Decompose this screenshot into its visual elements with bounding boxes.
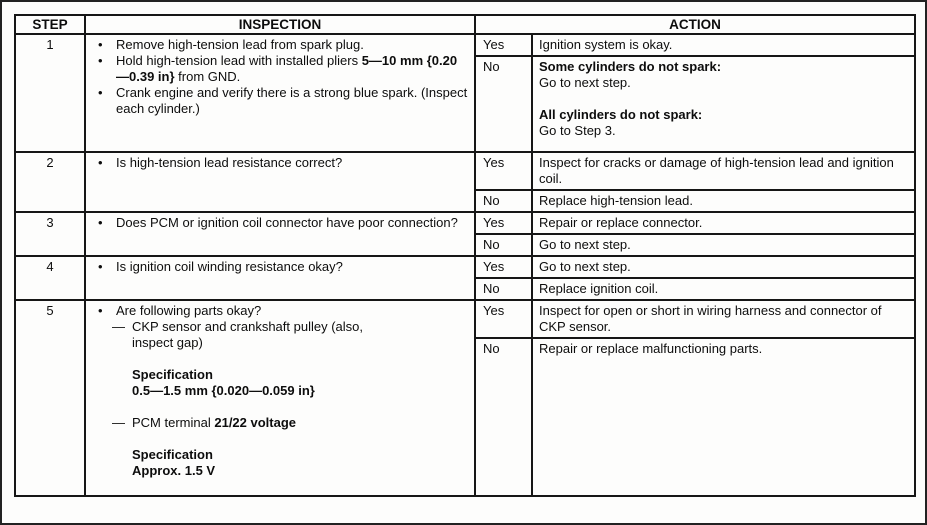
diagnostic-table xyxy=(14,14,916,497)
verdict-cell: Yes xyxy=(475,212,532,234)
inspection-line xyxy=(96,303,468,319)
action-cell xyxy=(532,338,915,496)
bullet-marker: • xyxy=(98,215,103,230)
action-cell xyxy=(532,190,915,212)
verdict-cell: Yes xyxy=(475,34,532,56)
text-segment: Is high-tension lead resistance correct? xyxy=(116,155,343,170)
inspection-line-spacer xyxy=(96,351,468,367)
inspection-line-spacer xyxy=(96,399,468,415)
text-segment: Repair or replace connector. xyxy=(539,215,703,230)
inspection-line xyxy=(96,215,468,231)
inspection-line xyxy=(96,155,468,171)
inspection-line xyxy=(132,463,468,479)
action-line xyxy=(539,215,908,231)
text-segment: Inspect for cracks or damage of high-tension lead and ignition coil. xyxy=(539,155,894,186)
bullet-marker: • xyxy=(98,155,103,170)
bullet-marker: • xyxy=(98,53,103,68)
text-segment: Repair or replace malfunctioning parts. xyxy=(539,341,763,356)
header-action: ACTION xyxy=(475,15,915,34)
text-segment: Hold high-tension lead with installed pliers xyxy=(116,53,362,68)
text-segment: Inspect for open or short in wiring harness and connector of CKP sensor. xyxy=(539,303,882,334)
action-line xyxy=(539,37,908,53)
step-number: 2 xyxy=(15,152,85,212)
inspection-line-spacer xyxy=(96,431,468,447)
verdict-cell: No xyxy=(475,190,532,212)
action-cell xyxy=(532,300,915,338)
table-row xyxy=(15,256,915,278)
table-body xyxy=(15,34,915,496)
text-segment: Does PCM or ignition coil connector have poor connection? xyxy=(116,215,458,230)
text-segment: Go to next step. xyxy=(539,237,631,252)
action-cell xyxy=(532,256,915,278)
text-segment: Ignition system is okay. xyxy=(539,37,673,52)
header-step: STEP xyxy=(15,15,85,34)
action-line xyxy=(539,107,908,123)
header-row xyxy=(15,15,915,34)
verdict-cell: Yes xyxy=(475,300,532,338)
text-segment: Remove high-tension lead from spark plug. xyxy=(116,37,364,52)
text-segment: Specification xyxy=(132,447,213,462)
inspection-cell xyxy=(85,256,475,300)
text-segment: Is ignition coil winding resistance okay? xyxy=(116,259,343,274)
action-line xyxy=(539,155,908,187)
step-number: 5 xyxy=(15,300,85,496)
text-segment: Crank engine and verify there is a strong blue spark. (Inspect each cylinder.) xyxy=(116,85,468,116)
action-cell xyxy=(532,56,915,152)
dash-marker: — xyxy=(112,415,125,430)
inspection-line xyxy=(96,259,468,275)
bullet-marker: • xyxy=(98,37,103,52)
inspection-cell xyxy=(85,34,475,152)
inspection-line xyxy=(96,53,468,85)
inspection-line xyxy=(96,37,468,53)
action-line xyxy=(539,59,908,75)
action-line xyxy=(539,237,908,253)
header-inspection: INSPECTION xyxy=(85,15,475,34)
text-segment: from GND. xyxy=(174,69,241,84)
verdict-cell: No xyxy=(475,234,532,256)
inspection-cell xyxy=(85,152,475,212)
text-segment: Replace high-tension lead. xyxy=(539,193,693,208)
text-segment: Go to next step. xyxy=(539,259,631,274)
action-cell xyxy=(532,152,915,190)
table-row xyxy=(15,212,915,234)
inspection-line xyxy=(96,85,468,117)
text-segment: Are following parts okay? xyxy=(116,303,262,318)
inspection-line xyxy=(132,383,468,399)
dash-marker: — xyxy=(112,319,125,334)
inspection-cell xyxy=(85,212,475,256)
inspection-line xyxy=(132,335,468,351)
bullet-marker: • xyxy=(98,303,103,318)
action-line xyxy=(539,75,908,91)
verdict-cell: No xyxy=(475,278,532,300)
action-line xyxy=(539,303,908,335)
text-segment: All cylinders do not spark: xyxy=(539,107,703,122)
step-number: 4 xyxy=(15,256,85,300)
table-row xyxy=(15,152,915,190)
text-segment: Specification xyxy=(132,367,213,382)
text-segment: Replace ignition coil. xyxy=(539,281,659,296)
action-cell xyxy=(532,34,915,56)
action-cell xyxy=(532,212,915,234)
table-row xyxy=(15,34,915,56)
verdict-cell: No xyxy=(475,56,532,152)
table-row xyxy=(15,300,915,338)
inspection-cell xyxy=(85,300,475,496)
text-segment: Some cylinders do not spark: xyxy=(539,59,722,74)
text-segment: CKP sensor and crankshaft pulley (also, xyxy=(132,319,363,334)
step-number: 1 xyxy=(15,34,85,152)
text-segment: Approx. 1.5 V xyxy=(132,463,216,478)
text-segment: Go to next step. xyxy=(539,75,631,90)
verdict-cell: Yes xyxy=(475,152,532,190)
text-segment: 0.5—1.5 mm {0.020—0.059 in} xyxy=(132,383,315,398)
text-segment: inspect gap) xyxy=(132,335,203,350)
action-cell xyxy=(532,234,915,256)
text-segment: 21/22 voltage xyxy=(214,415,297,430)
text-segment: Go to Step 3. xyxy=(539,123,616,138)
action-line xyxy=(539,193,908,209)
verdict-cell: Yes xyxy=(475,256,532,278)
action-cell xyxy=(532,278,915,300)
bullet-marker: • xyxy=(98,259,103,274)
action-line xyxy=(539,259,908,275)
inspection-line xyxy=(132,447,468,463)
verdict-cell: No xyxy=(475,338,532,496)
action-line-spacer xyxy=(539,91,908,107)
inspection-line xyxy=(112,415,468,431)
inspection-line xyxy=(112,319,468,335)
inspection-line xyxy=(132,367,468,383)
action-line xyxy=(539,123,908,139)
step-number: 3 xyxy=(15,212,85,256)
bullet-marker: • xyxy=(98,85,103,100)
text-segment: PCM terminal xyxy=(132,415,215,430)
action-line xyxy=(539,281,908,297)
text-segment: 5—10 mm {0.20—0.39 in} xyxy=(116,53,458,84)
action-line xyxy=(539,341,908,357)
